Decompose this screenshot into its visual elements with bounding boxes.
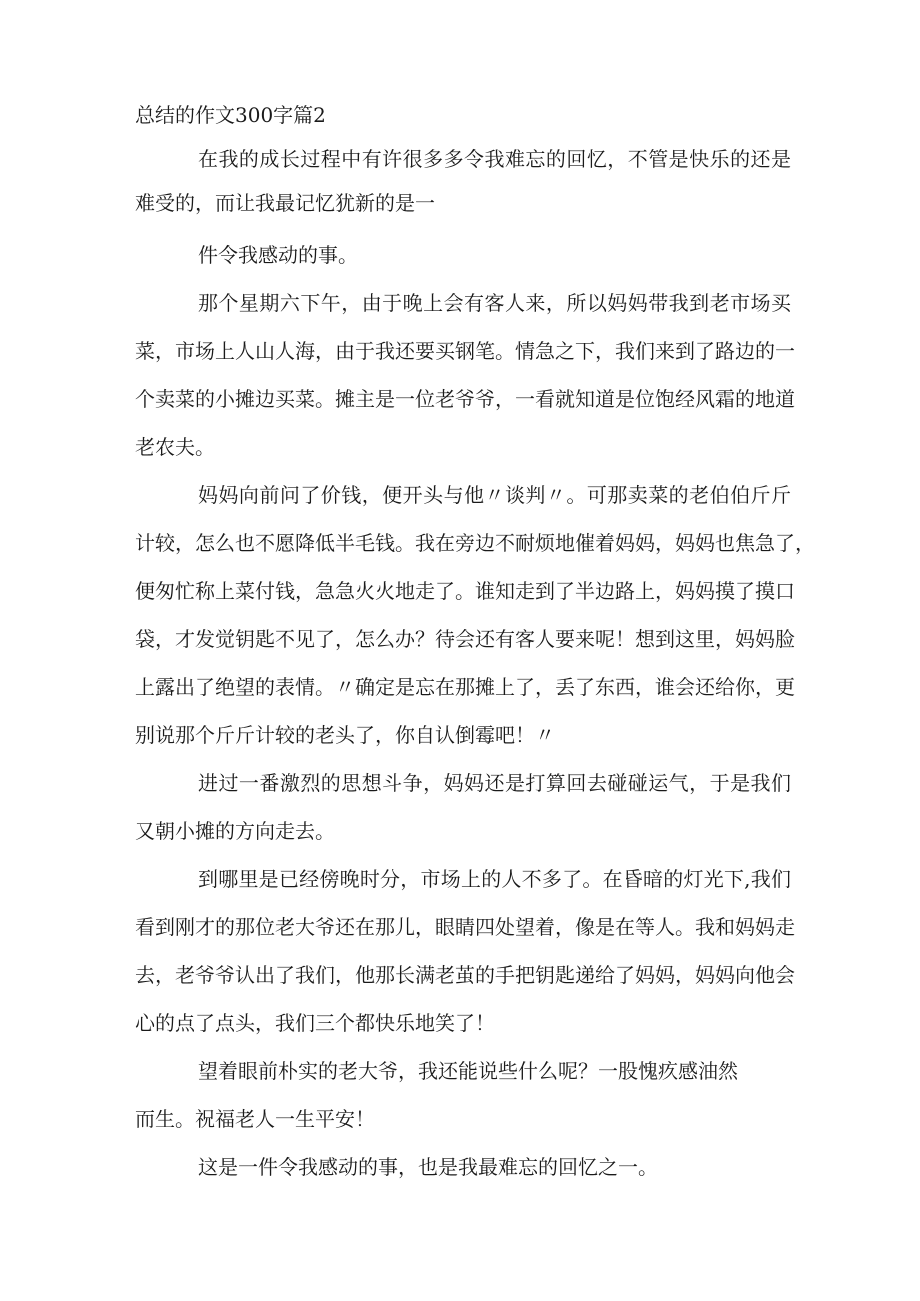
paragraph-line: 上露出了绝望的表情。〃确定是忘在那摊上了，丢了东西，谁会还给你，更 [135,675,795,699]
paragraph-line: 到哪里是已经傍晚时分，市场上的人不多了。在昏暗的灯光下,我们 [198,867,791,891]
paragraph-line: 在我的成长过程中有许很多多令我难忘的回忆，不管是快乐的还是 [198,147,791,171]
paragraph-line: 望着眼前朴实的老大爷，我还能说些什么呢？一股愧疚感油然 [198,1059,738,1083]
paragraph-line: 便匆忙称上菜付钱，急急火火地走了。谁知走到了半边路上，妈妈摸了摸口 [135,579,795,603]
paragraph-line: 进过一番激烈的思想斗争，妈妈还是打算回去碰碰运气，于是我们 [198,771,791,795]
paragraph-line: 计较，怎么也不愿降低半毛钱。我在旁边不耐烦地催着妈妈，妈妈也焦急了， [135,531,815,555]
paragraph-line: 件令我感动的事。 [198,243,358,267]
document-title: 总结的作文300字篇2 [135,103,326,127]
paragraph-line: 难受的，而让我最记忆犹新的是一 [135,191,435,215]
paragraph-line: 这是一件令我感动的事，也是我最难忘的回忆之一。 [198,1155,658,1179]
paragraph-line: 心的点了点头，我们三个都快乐地笑了！ [135,1011,495,1035]
paragraph-line: 又朝小摊的方向走去。 [135,819,335,843]
paragraph-line: 老农夫。 [135,435,215,459]
paragraph-line: 看到刚才的那位老大爷还在那儿，眼睛四处望着，像是在等人。我和妈妈走 [135,915,795,939]
paragraph-line: 妈妈向前问了价钱，便开头与他〃谈判〃。可那卖菜的老伯伯斤斤 [198,483,791,507]
paragraph-line: 袋，才发觉钥匙不见了，怎么办？待会还有客人要来呢！想到这里，妈妈脸 [135,627,795,651]
paragraph-line: 那个星期六下午，由于晚上会有客人来，所以妈妈带我到老市场买 [198,291,791,315]
paragraph-line: 别说那个斤斤计较的老头了，你自认倒霉吧！〃 [135,723,555,747]
paragraph-line: 菜，市场上人山人海，由于我还要买钢笔。情急之下，我们来到了路边的一 [135,339,795,363]
paragraph-line: 而生。祝福老人一生平安！ [135,1107,375,1131]
paragraph-line: 个卖菜的小摊边买菜。摊主是一位老爷爷，一看就知道是位饱经风霜的地道 [135,387,795,411]
paragraph-line: 去，老爷爷认出了我们，他那长满老茧的手把钥匙递给了妈妈，妈妈向他会 [135,963,795,987]
